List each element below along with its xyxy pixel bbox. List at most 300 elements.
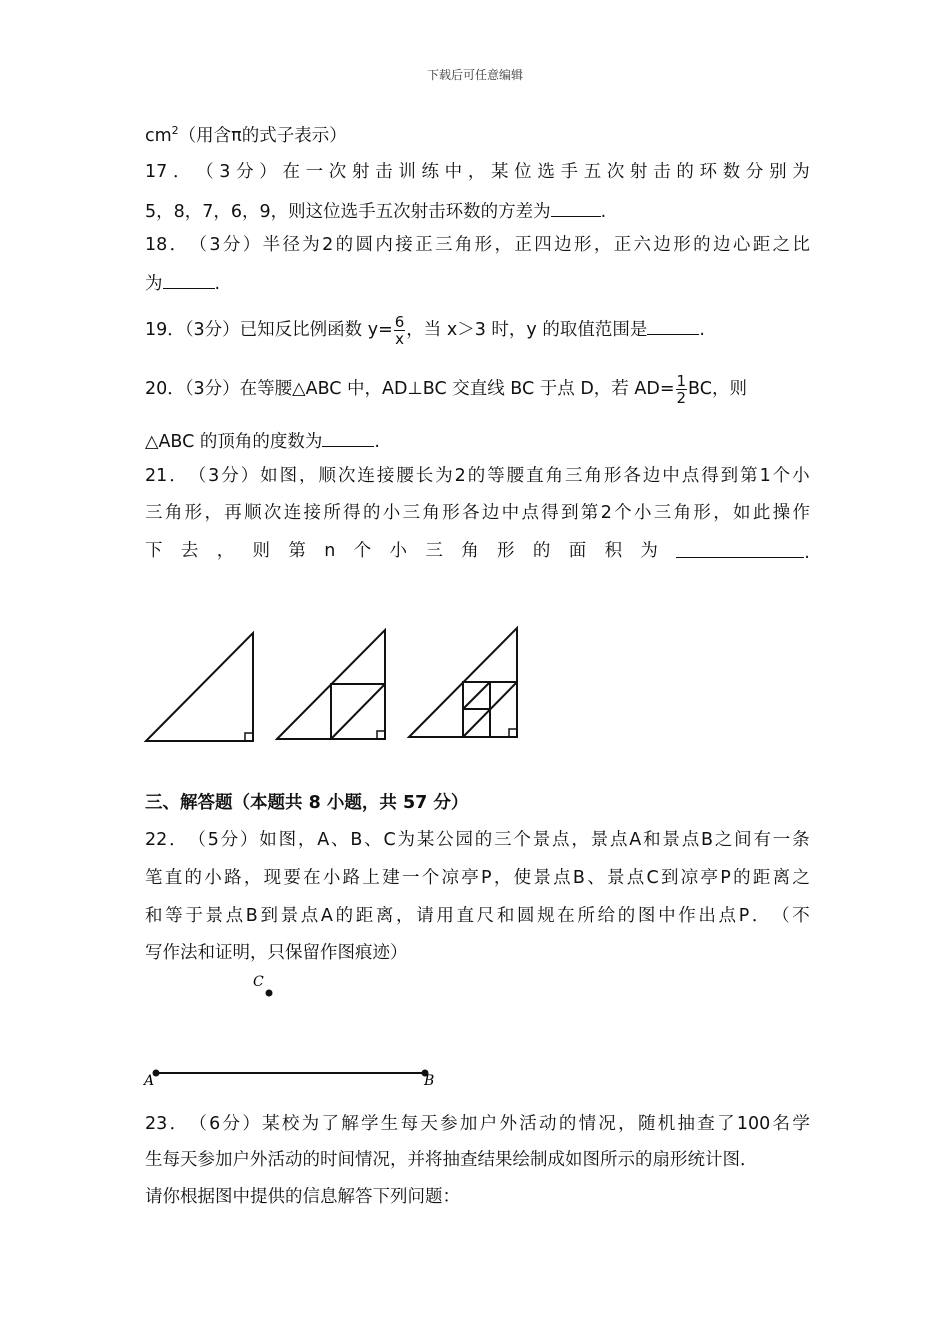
glyph: 分 — [745, 162, 764, 182]
glyph: ， — [713, 503, 731, 523]
glyph: 射 — [351, 162, 370, 182]
glyph: 规 — [537, 906, 555, 926]
glyph: 景 — [606, 868, 625, 888]
glyph: 得 — [343, 503, 361, 523]
glyph: 景 — [590, 830, 609, 850]
glyph: A — [320, 906, 333, 926]
glyph: 击 — [375, 162, 393, 182]
glyph: 21 — [145, 466, 168, 486]
glyph: ） — [242, 1114, 260, 1134]
glyph: 图 — [279, 466, 298, 486]
glyph: ． — [172, 162, 191, 182]
label-b: B — [424, 1073, 435, 1089]
glyph: 中 — [658, 906, 676, 926]
glyph: 点 — [681, 830, 700, 850]
glyph: 图 — [637, 906, 656, 926]
glyph: 边 — [712, 235, 731, 255]
glyph: 角 — [461, 541, 479, 561]
glyph: 点 — [718, 906, 737, 926]
glyph: 和 — [496, 906, 515, 926]
glyph: ， — [297, 830, 316, 850]
glyph: 三 — [434, 235, 453, 255]
glyph: 1 — [759, 466, 771, 486]
glyph: 距 — [752, 235, 771, 255]
glyph: 景 — [205, 906, 223, 926]
glyph: 到 — [260, 906, 278, 926]
glyph: 次 — [328, 162, 347, 182]
glyph: 等 — [487, 466, 505, 486]
glyph: 练 — [421, 162, 439, 182]
glyph: 笔 — [145, 868, 163, 888]
glyph: 解 — [341, 1114, 359, 1134]
glyph: 训 — [398, 162, 416, 182]
glyph: 机 — [657, 1114, 676, 1134]
glyph: 顺 — [318, 466, 336, 486]
glyph: 得 — [701, 466, 719, 486]
glyph: ， — [494, 235, 513, 255]
glyph: 6 — [209, 1114, 221, 1134]
glyph: 第 — [580, 503, 599, 523]
glyph: ） — [240, 466, 259, 486]
glyph: 参 — [440, 1114, 458, 1134]
glyph: 加 — [459, 1114, 478, 1134]
glyph: （ — [188, 830, 206, 850]
glyph: 抽 — [677, 1114, 696, 1134]
glyph: 所 — [323, 503, 341, 523]
glyph: 情 — [578, 1114, 597, 1134]
glyph: 长 — [415, 466, 434, 486]
glyph: 100 — [736, 1114, 771, 1134]
glyph: 下 — [145, 541, 163, 561]
glyph: 所 — [577, 906, 595, 926]
glyph: 三 — [425, 541, 443, 561]
glyph: 、 — [364, 830, 382, 850]
q23-line2: 生每天参加户外活动的时间情况，并将抽查结果绘制成如图所示的扇形统计图． — [145, 1150, 758, 1170]
glyph: C — [646, 868, 659, 888]
glyph: ， — [299, 466, 317, 486]
glyph: P — [720, 868, 731, 888]
glyph: 的 — [362, 503, 381, 523]
glyph: 如 — [260, 466, 278, 486]
glyph: P — [738, 906, 750, 926]
glyph: ． — [751, 906, 770, 926]
glyph: 的 — [467, 466, 486, 486]
glyph: 分 — [222, 1114, 241, 1134]
glyph: 17 — [145, 162, 168, 182]
glyph: 距 — [355, 906, 374, 926]
glyph: 形 — [603, 466, 622, 486]
glyph: 条 — [792, 830, 810, 850]
glyph: 接 — [376, 466, 395, 486]
glyph: 到 — [660, 868, 679, 888]
glyph: n — [324, 541, 336, 561]
glyph: 次 — [606, 162, 625, 182]
glyph: 位 — [514, 162, 532, 182]
glyph: 学 — [361, 1114, 379, 1134]
glyph: 作 — [678, 906, 696, 926]
glyph: 的 — [558, 1114, 577, 1134]
glyph: 形 — [693, 503, 711, 523]
glyph: 六 — [633, 235, 652, 255]
glyph: 分 — [221, 466, 239, 486]
glyph: 顺 — [244, 503, 262, 523]
glyph: 比 — [792, 235, 810, 255]
glyph: 2 — [322, 235, 334, 255]
glyph: 一 — [401, 868, 420, 888]
glyph: 半 — [262, 235, 281, 255]
glyph: 接 — [395, 235, 413, 255]
glyph: 到 — [561, 503, 579, 523]
glyph: 圆 — [355, 235, 374, 255]
q17-line2: 5，8，7，6，9，则这位选手五次射击环数的方差为 . — [145, 198, 810, 224]
glyph: 为 — [301, 1114, 320, 1134]
q18-line2: 为 . — [145, 270, 810, 296]
glyph: 各 — [462, 503, 480, 523]
glyph: 于 — [185, 906, 203, 926]
glyph: ， — [593, 235, 612, 255]
glyph: 心 — [732, 235, 751, 255]
glyph: 角 — [584, 466, 602, 486]
glyph: ， — [204, 503, 222, 523]
glyph: 正 — [514, 235, 532, 255]
glyph: 各 — [623, 466, 641, 486]
glyph: 小 — [382, 503, 401, 523]
glyph: （ — [188, 466, 207, 486]
glyph: 面 — [568, 541, 587, 561]
glyph: 次 — [337, 466, 356, 486]
q20-line1: 20．（3分）在等腰△ABC 中，AD⊥BC 交直线 BC 于点 D，若 AD= $\frac{1}{2}$ BC，则 — [145, 371, 747, 407]
glyph: 为 — [792, 162, 810, 182]
glyph: A — [629, 830, 642, 850]
glyph: 之 — [714, 830, 733, 850]
glyph: 连 — [357, 466, 375, 486]
glyph: 则 — [252, 541, 271, 561]
glyph: 中 — [662, 466, 680, 486]
glyph: 凉 — [441, 868, 459, 888]
glyph: 边 — [642, 466, 661, 486]
glyph: 活 — [519, 1114, 537, 1134]
glyph: ． — [169, 830, 187, 850]
glyph: A — [317, 830, 330, 850]
glyph: 动 — [539, 1114, 557, 1134]
glyph: 路 — [224, 868, 242, 888]
glyph: 小 — [322, 868, 341, 888]
glyph: B — [245, 906, 258, 926]
glyph: 正 — [613, 235, 632, 255]
glyph: 径 — [282, 235, 300, 255]
glyph: 景 — [533, 868, 551, 888]
glyph: 形 — [497, 541, 515, 561]
glyph: 点 — [609, 830, 628, 850]
glyph: C — [383, 830, 396, 850]
glyph: 形 — [573, 235, 592, 255]
glyph: 圆 — [516, 906, 535, 926]
glyph: 边 — [554, 235, 572, 255]
glyph: 一 — [772, 830, 791, 850]
glyph: 凉 — [680, 868, 699, 888]
glyph: 分 — [222, 235, 241, 255]
glyph: 小 — [792, 466, 810, 486]
glyph: 生 — [380, 1114, 399, 1134]
glyph: 角 — [422, 503, 440, 523]
glyph: 分 — [220, 830, 239, 850]
glyph: 形 — [184, 503, 203, 523]
glyph: 三 — [565, 466, 583, 486]
glyph: 得 — [541, 503, 559, 523]
glyph: 四 — [534, 235, 552, 255]
glyph: 园 — [455, 830, 473, 850]
glyph: 距 — [752, 868, 771, 888]
glyph: 个 — [353, 541, 372, 561]
glyph: 景 — [662, 830, 680, 850]
glyph: 2 — [454, 466, 466, 486]
glyph: 在 — [282, 162, 300, 182]
glyph: 次 — [263, 503, 282, 523]
glyph: 的 — [676, 162, 694, 182]
glyph: 在 — [303, 868, 321, 888]
glyph: 要 — [283, 868, 301, 888]
glyph: ． — [169, 466, 187, 486]
glyph: 射 — [630, 162, 648, 182]
label-c: C — [253, 974, 264, 990]
glyph: 为 — [397, 830, 416, 850]
glyph: 和 — [145, 906, 163, 926]
glyph: 天 — [420, 1114, 438, 1134]
glyph: 的 — [733, 868, 751, 888]
glyph: 去 — [180, 541, 199, 561]
glyph: 和 — [643, 830, 661, 850]
glyph: 击 — [653, 162, 671, 182]
glyph: 角 — [545, 466, 564, 486]
glyph: 查 — [697, 1114, 715, 1134]
glyph: ． — [169, 1114, 188, 1134]
glyph: 点 — [681, 466, 700, 486]
glyph: 正 — [415, 235, 433, 255]
glyph: 离 — [772, 868, 791, 888]
q19: 19．（3分）已知反比例函数 y= $\frac{6}{x}$ ，当 x＞3 时，y 的取值范围是 . — [145, 312, 705, 348]
glyph: ， — [571, 830, 589, 850]
glyph: 某 — [262, 1114, 280, 1134]
glyph: 景 — [532, 830, 551, 850]
glyph: 离 — [375, 906, 394, 926]
glyph: 3 — [208, 466, 220, 486]
glyph: 上 — [362, 868, 380, 888]
glyph: 每 — [400, 1114, 419, 1134]
glyph: 个 — [421, 868, 440, 888]
answer-blank-with-period: . — [676, 539, 810, 565]
glyph: 的 — [335, 906, 354, 926]
glyph: 景 — [280, 906, 299, 926]
glyph: 点 — [552, 830, 570, 850]
glyph: 三 — [145, 503, 163, 523]
glyph: 第 — [740, 466, 758, 486]
glyph: 名 — [772, 1114, 791, 1134]
glyph: 的 — [184, 868, 203, 888]
glyph: 为 — [302, 235, 320, 255]
glyph: 直 — [456, 906, 474, 926]
glyph: 出 — [698, 906, 716, 926]
glyph: （ — [772, 906, 790, 926]
glyph: 公 — [436, 830, 454, 850]
glyph: 手 — [560, 162, 579, 182]
glyph: 之 — [792, 868, 810, 888]
glyph: 22 — [145, 830, 168, 850]
glyph: 3 — [209, 235, 221, 255]
glyph: 环 — [699, 162, 718, 182]
glyph: 间 — [734, 830, 752, 850]
glyph: 的 — [335, 235, 354, 255]
glyph: 连 — [283, 503, 302, 523]
glyph: 中 — [501, 503, 520, 523]
glyph: 此 — [752, 503, 771, 523]
glyph: B — [701, 830, 714, 850]
glyph: ． — [169, 235, 188, 255]
glyph: 的 — [693, 235, 711, 255]
glyph: 况 — [598, 1114, 616, 1134]
glyph: 直 — [164, 868, 183, 888]
glyph: 积 — [604, 541, 623, 561]
glyph: 三 — [494, 830, 512, 850]
glyph: 用 — [436, 906, 454, 926]
q22-line4: 写作法和证明，只保留作图痕迹） — [145, 943, 408, 963]
glyph: 某 — [416, 830, 435, 850]
glyph: 边 — [481, 503, 500, 523]
point-c — [266, 990, 273, 997]
glyph: 到 — [720, 466, 739, 486]
glyph: 图 — [278, 830, 297, 850]
glyph: 不 — [792, 906, 810, 926]
glyph: 亭 — [461, 868, 479, 888]
glyph: 请 — [416, 906, 434, 926]
glyph: 五 — [583, 162, 602, 182]
fraction-1-over-2: $\frac{1}{2}$ — [676, 371, 687, 407]
glyph: 再 — [224, 503, 242, 523]
glyph: 了 — [717, 1114, 735, 1134]
glyph: 点 — [626, 868, 645, 888]
glyph: 形 — [673, 235, 691, 255]
glyph: （ — [189, 235, 207, 255]
glyph: 为 — [435, 466, 453, 486]
glyph: 点 — [300, 906, 319, 926]
glyph: 、 — [587, 868, 605, 888]
glyph: 现 — [263, 868, 282, 888]
glyph: 形 — [442, 503, 460, 523]
glyph: 的 — [474, 830, 493, 850]
glyph: 某 — [491, 162, 509, 182]
glyph: 角 — [673, 503, 692, 523]
glyph: 23 — [145, 1114, 168, 1134]
glyph: 5 — [207, 830, 219, 850]
glyph: 小 — [633, 503, 652, 523]
glyph: 别 — [769, 162, 787, 182]
glyph: 户 — [479, 1114, 498, 1134]
glyph: 如 — [733, 503, 751, 523]
glyph: 三 — [653, 503, 672, 523]
glyph: 的 — [617, 906, 636, 926]
glyph: 角 — [164, 503, 183, 523]
glyph: 使 — [513, 868, 532, 888]
glyph: 个 — [614, 503, 632, 523]
glyph: 点 — [553, 868, 571, 888]
glyph: 路 — [342, 868, 361, 888]
page-header: 下载后可任意编辑 — [426, 68, 523, 82]
label-a: A — [144, 1073, 155, 1089]
glyph: 、 — [331, 830, 349, 850]
glyph: 数 — [722, 162, 741, 182]
glyph: 为 — [640, 541, 658, 561]
glyph: 点 — [225, 906, 244, 926]
glyph: 有 — [753, 830, 771, 850]
glyph: 腰 — [506, 466, 525, 486]
glyph: 一 — [305, 162, 324, 182]
q16-tail: $cm^2$（用含π的式子表示） — [145, 124, 347, 146]
glyph: 三 — [402, 503, 421, 523]
section-3-title: 三、解答题（本题共 8 小题，共 57 分） — [145, 793, 469, 813]
glyph: 接 — [303, 503, 321, 523]
glyph: 如 — [259, 830, 277, 850]
glyph: 3 — [219, 162, 231, 182]
glyph: 之 — [772, 235, 791, 255]
glyph: 外 — [499, 1114, 517, 1134]
glyph: ） — [242, 235, 261, 255]
glyph: B — [572, 868, 585, 888]
glyph: 中 — [444, 162, 463, 182]
glyph: ） — [239, 830, 258, 850]
glyph: 小 — [389, 541, 407, 561]
glyph: 小 — [204, 868, 222, 888]
glyph: 分 — [236, 162, 254, 182]
q23-line1 — [145, 1112, 810, 1136]
glyph: 个 — [513, 830, 531, 850]
glyph: 腰 — [396, 466, 414, 486]
glyph: 个 — [772, 466, 791, 486]
glyph: 给 — [597, 906, 616, 926]
glyph: ， — [618, 1114, 636, 1134]
glyph: 直 — [526, 466, 544, 486]
glyph: 建 — [382, 868, 400, 888]
glyph: ， — [243, 868, 262, 888]
fraction-6-over-x: $\frac{6}{x}$ — [394, 312, 405, 348]
glyph: 了 — [321, 1114, 339, 1134]
glyph: ， — [467, 162, 486, 182]
glyph: 在 — [557, 906, 575, 926]
glyph: 作 — [792, 503, 810, 523]
glyph: （ — [189, 1114, 207, 1134]
glyph: 操 — [772, 503, 791, 523]
glyph: 角 — [454, 235, 473, 255]
glyph: ， — [493, 868, 512, 888]
q20-line2: △ABC 的顶角的度数为 . — [145, 428, 810, 454]
glyph: 校 — [281, 1114, 300, 1134]
glyph: 2 — [600, 503, 612, 523]
glyph: 的 — [532, 541, 551, 561]
glyph: 学 — [792, 1114, 810, 1134]
glyph: 形 — [474, 235, 493, 255]
glyph: ） — [259, 162, 277, 182]
glyph: 选 — [537, 162, 555, 182]
glyph: 第 — [288, 541, 306, 561]
glyph: P — [481, 868, 492, 888]
glyph: 边 — [653, 235, 671, 255]
glyph: 亭 — [700, 868, 719, 888]
glyph: 18 — [145, 235, 168, 255]
glyph: （ — [196, 162, 214, 182]
glyph: 点 — [521, 503, 539, 523]
glyph: ， — [216, 541, 235, 561]
glyph: 内 — [375, 235, 393, 255]
glyph: ， — [396, 906, 414, 926]
q23-line3: 请你根据图中提供的信息解答下列问题： — [145, 1187, 460, 1207]
